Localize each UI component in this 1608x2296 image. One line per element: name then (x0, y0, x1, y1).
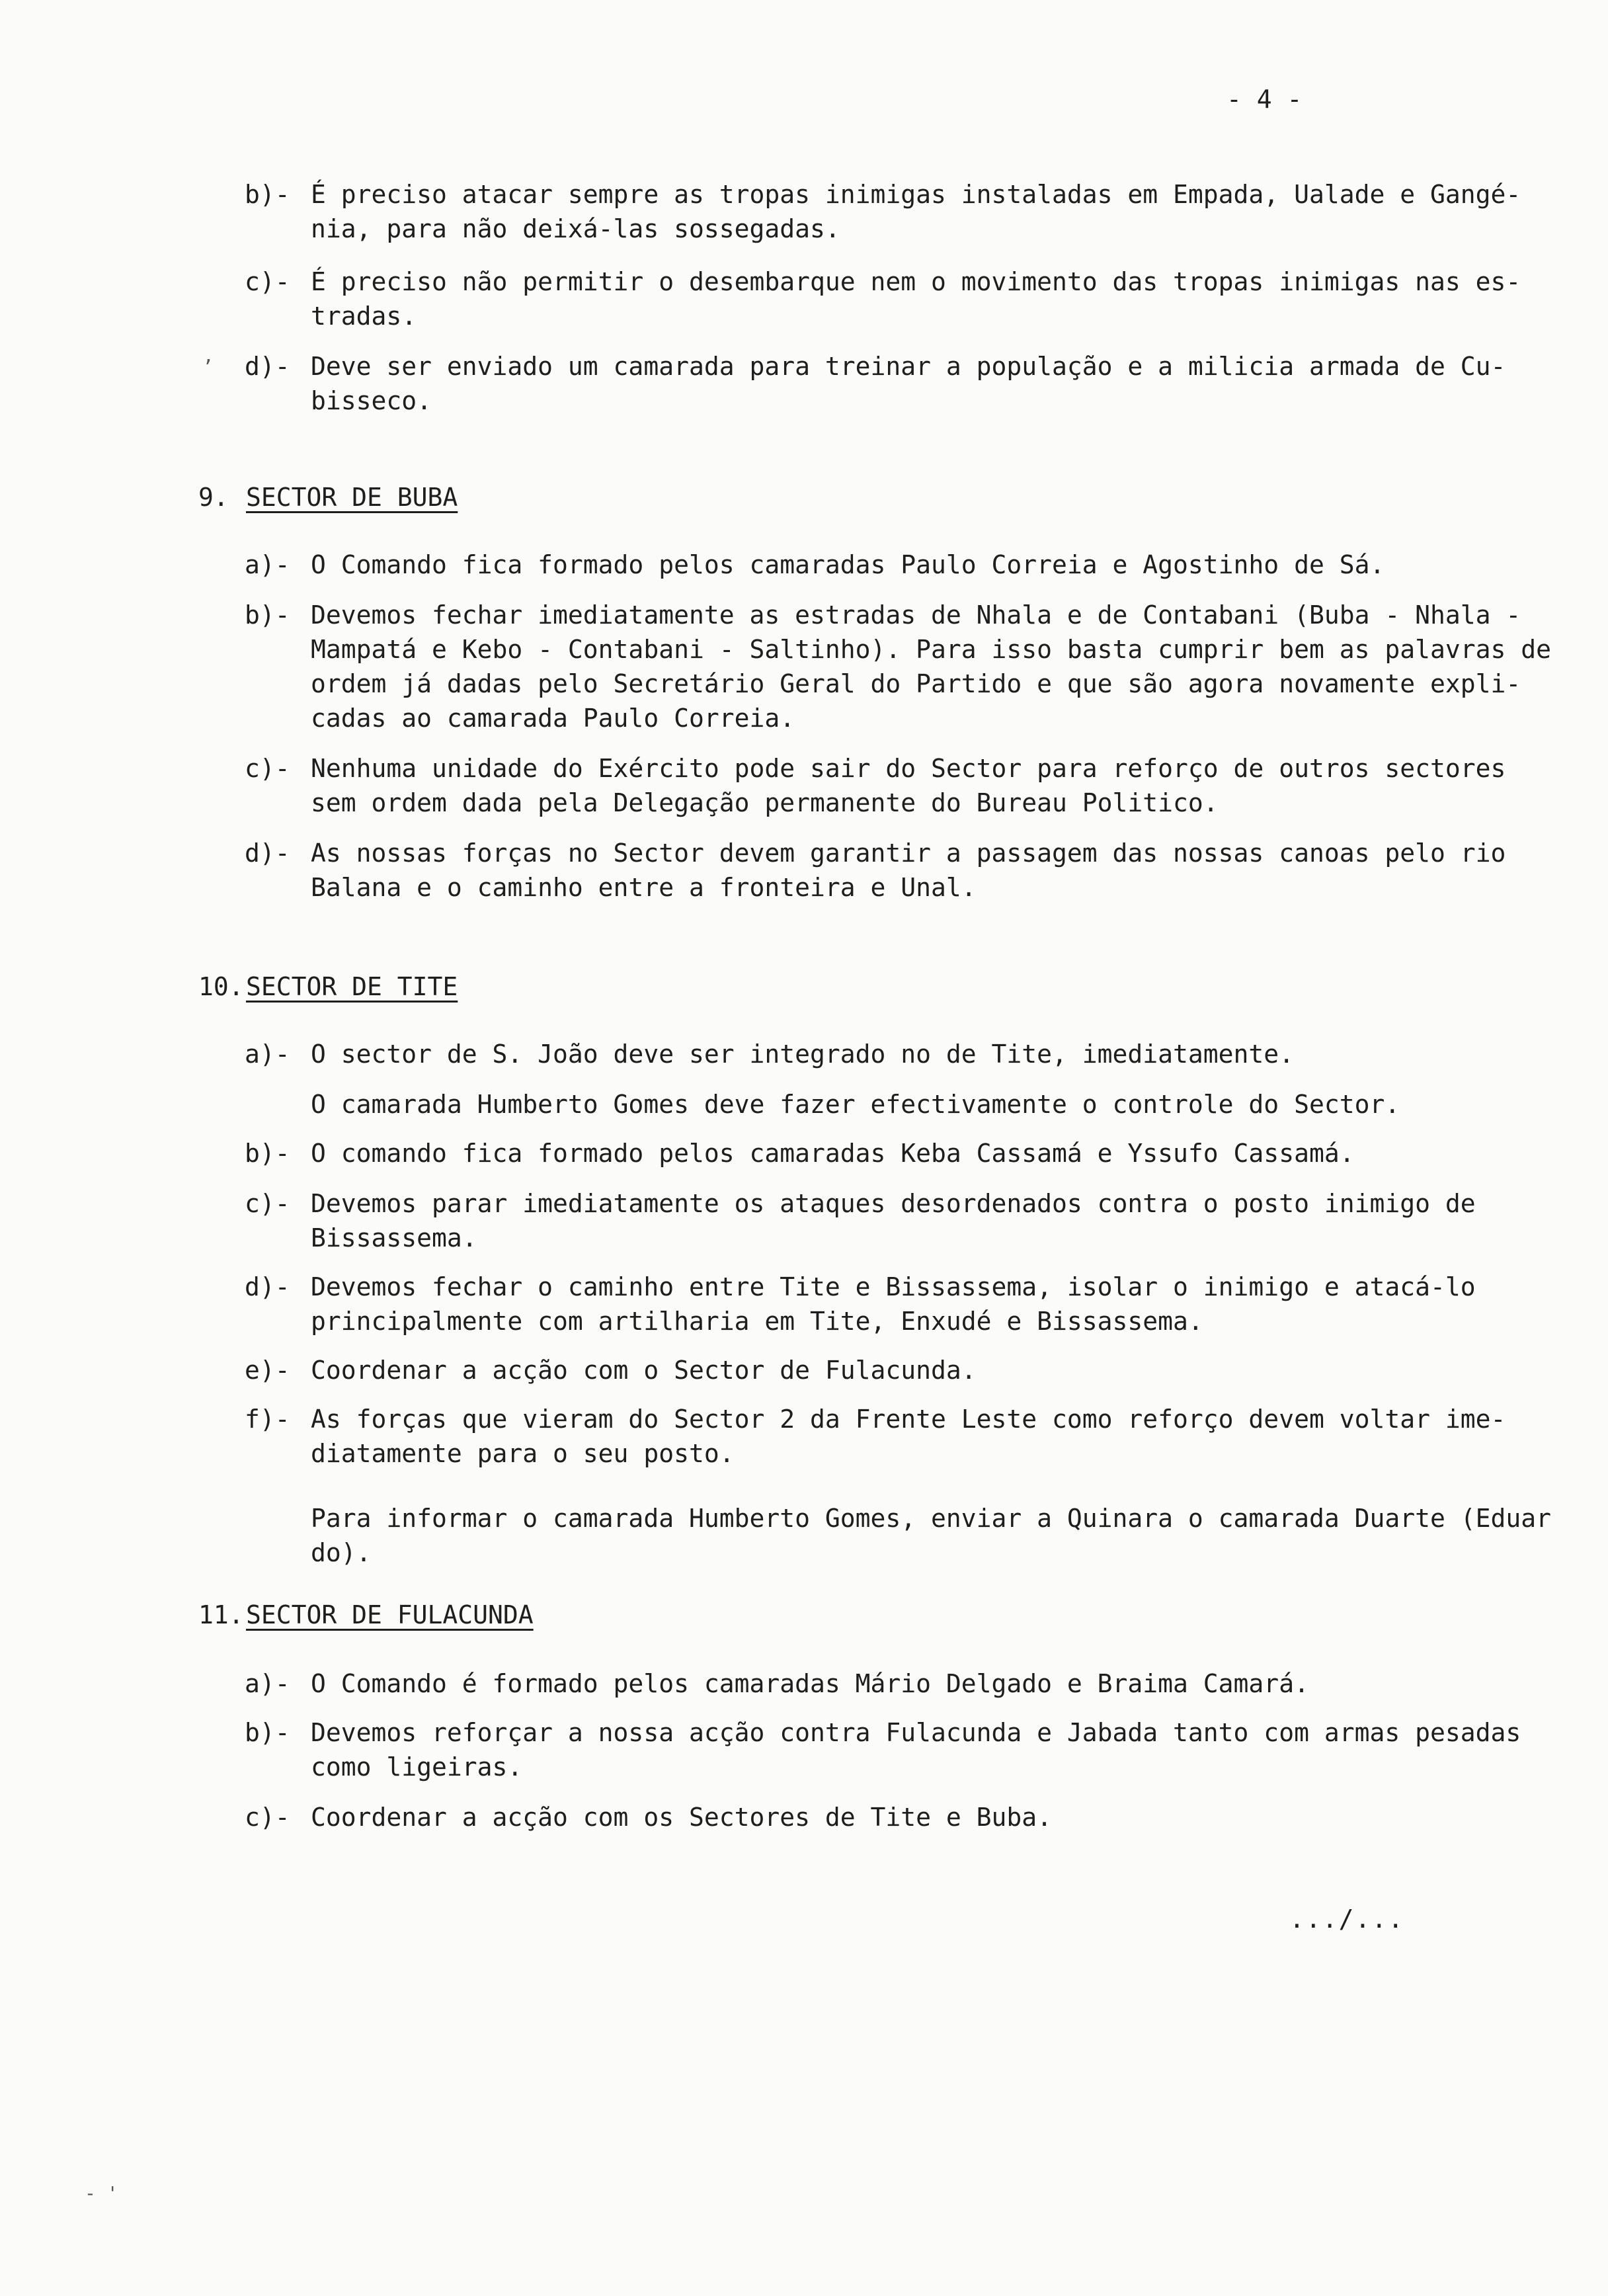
item-text: É preciso não permitir o desembarque nem o movimento das tropas inimigas nas es-tradas. (311, 267, 1521, 331)
page-number: - 4 - (1226, 85, 1303, 114)
item-label: b)- (245, 600, 290, 630)
list-item (245, 349, 1560, 418)
item-label: d)- (245, 352, 290, 381)
list-item (245, 1666, 1560, 1701)
item-text: Coordenar a acção com o Sector de Fulacunda. (311, 1356, 977, 1385)
item-label: a)- (245, 1040, 290, 1069)
item-text: Coordenar a acção com os Sectores de Tite e Buba. (311, 1803, 1053, 1832)
list-item (245, 1800, 1560, 1834)
section-heading (198, 483, 458, 512)
list-item (245, 265, 1560, 333)
item-label: a)- (245, 1669, 290, 1698)
item-text: O sector de S. João deve ser integrado no de Tite, imediatamente. (311, 1040, 1295, 1069)
item-label: a)- (245, 550, 290, 579)
list-item (245, 1353, 1560, 1387)
list-item (245, 1402, 1560, 1471)
item-label: d)- (245, 1272, 290, 1301)
item-label: e)- (245, 1356, 290, 1385)
item-label: f)- (245, 1405, 290, 1434)
list-item (245, 598, 1560, 735)
item-text: Nenhuma unidade do Exército pode sair do Sector para reforço de outros sectores sem ordem dada pela Delegação permanente do Bureau Politico. (311, 754, 1506, 817)
section-title: SECTOR DE TITE (246, 972, 458, 1001)
item-text: Devemos parar imediatamente os ataques desordenados contra o posto inimigo de Bissassema. (311, 1189, 1476, 1252)
item-label: c)- (245, 1189, 290, 1218)
item-text: Devemos reforçar a nossa acção contra Fulacunda e Jabada tanto com armas pesadas como ligeiras. (311, 1718, 1521, 1782)
item-text: O Comando fica formado pelos camaradas Paulo Correia e Agostinho de Sá. (311, 550, 1385, 579)
item-label: b)- (245, 180, 290, 209)
section-title: SECTOR DE BUBA (246, 483, 458, 512)
item-text: Devemos fechar o caminho entre Tite e Bissassema, isolar o inimigo e atacá-lo principalmente com artilharia em Tite, Enxudé e Bissassema. (311, 1272, 1476, 1336)
item-text: Deve ser enviado um camarada para treinar a população e a milicia armada de Cu-bisseco. (311, 352, 1506, 415)
item-text: As nossas forças no Sector devem garantir a passagem das nossas canoas pelo rio Balana e o caminho entre a fronteira e Unal. (311, 839, 1506, 902)
list-item (245, 751, 1560, 820)
item-text: O comando fica formado pelos camaradas Keba Cassamá e Yssufo Cassamá. (311, 1139, 1355, 1168)
paragraph: O camarada Humberto Gomes deve fazer efectivamente o controle do Sector. (311, 1090, 1400, 1119)
item-text: Devemos fechar imediatamente as estradas de Nhala e de Contabani (Buba - Nhala - Mampatá e Kebo - Contabani - Saltinho). Para isso basta cumprir bem as palavras de ordem já dadas pelo Secretário Geral do Partido e que são agora novamente expli-cadas ao camarada Paulo Correia. (311, 600, 1551, 733)
item-label: c)- (245, 267, 290, 296)
list-item (245, 1037, 1560, 1071)
list-item (245, 1715, 1560, 1784)
margin-mark: ’ (202, 356, 214, 378)
list-item (245, 177, 1560, 246)
item-label: d)- (245, 839, 290, 868)
corner-mark: - ' (85, 2182, 118, 2204)
list-item (245, 1270, 1560, 1338)
list-item (245, 836, 1560, 905)
list-item (245, 1186, 1560, 1255)
section-number: 11. (198, 1600, 244, 1629)
item-label: b)- (245, 1718, 290, 1747)
section-number: 9. (198, 483, 229, 512)
item-text: O Comando é formado pelos camaradas Mário Delgado e Braima Camará. (311, 1669, 1309, 1698)
item-label: b)- (245, 1139, 290, 1168)
item-text: As forças que vieram do Sector 2 da Frente Leste como reforço devem voltar ime-diatamente para o seu posto. (311, 1405, 1506, 1468)
list-item (245, 1136, 1560, 1170)
item-text: É preciso atacar sempre as tropas inimigas instaladas em Empada, Ualade e Gangé-nia, para não deixá-las sossegadas. (311, 180, 1521, 243)
section-heading (198, 972, 458, 1001)
section-title: SECTOR DE FULACUNDA (246, 1600, 534, 1629)
item-label: c)- (245, 754, 290, 783)
continued-mark: .../... (1289, 1905, 1405, 1934)
item-label: c)- (245, 1803, 290, 1832)
section-heading (198, 1600, 534, 1629)
list-item (245, 548, 1560, 582)
paragraph: Para informar o camarada Humberto Gomes, enviar a Quinara o camarada Duarte (Eduar do). (311, 1504, 1551, 1567)
section-number: 10. (198, 972, 244, 1001)
